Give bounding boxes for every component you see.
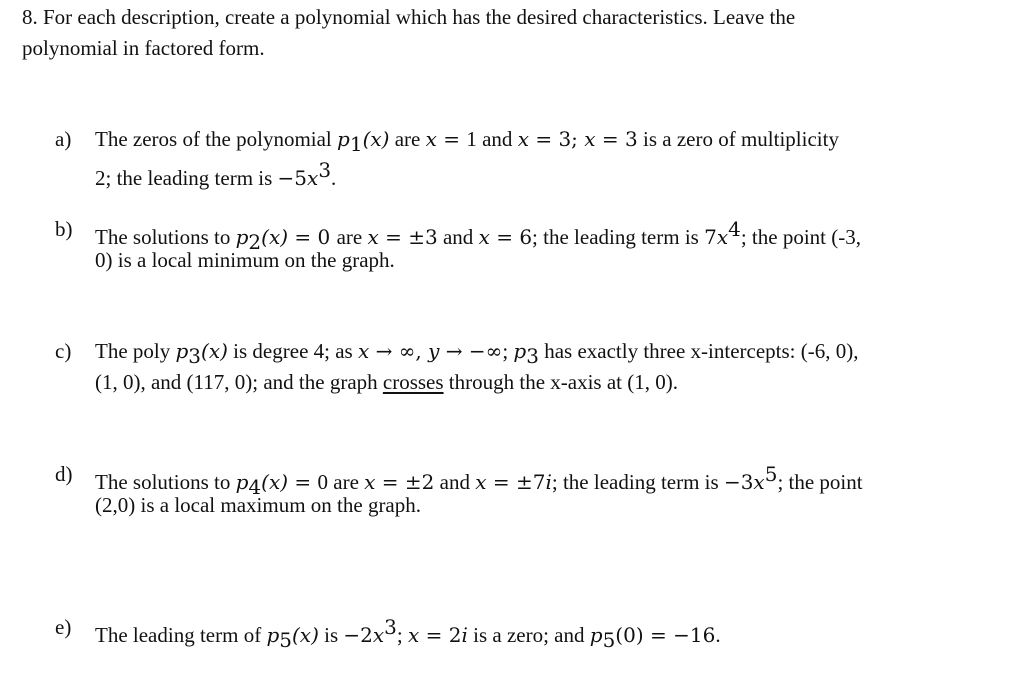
- item-e: [55, 612, 995, 653]
- item-text-line-1: The solutions to $p_4(x) = 0$ are x = ±2 and x = ±7i; the leading term is $-3x^5$; the point: [95, 462, 863, 500]
- item-text-line-1: The zeros of the polynomial $p_1(x)$ are x = 1 and x = 3; x = 3 is a zero of multiplicity: [95, 127, 839, 157]
- item-text-line-1: The poly $p_3(x)$ is degree 4; as x → ∞, y → −∞; $p_3$ has exactly three x-intercepts: (-6, 0),: [95, 339, 859, 369]
- item-text-line-1: The solutions to $p_2(x) = 0$ are x = ±3 and x = 6; the leading term is $7x^4$; the point (-3,: [95, 217, 861, 255]
- item-text-line-2: (1, 0), and (117, 0); and the graph crosses through the x-axis at (1, 0).: [95, 370, 678, 394]
- item-label: c): [55, 339, 72, 363]
- item-label: a): [55, 127, 72, 151]
- item-text-line-2: 2; the leading term is $-5x^3$.: [95, 158, 337, 190]
- item-text-line-2: (2,0) is a local maximum on the graph.: [95, 493, 422, 517]
- emphasis-underline: crosses: [382, 370, 444, 394]
- item-b: [55, 214, 995, 276]
- intro-line-2: polynomial in factored form.: [22, 36, 265, 60]
- item-label: e): [55, 615, 72, 639]
- intro-line-1: 8. For each description, create a polynomial which has the desired characteristics. Leave the: [22, 5, 796, 29]
- item-d: [55, 459, 995, 521]
- item-a: [55, 124, 995, 190]
- item-text-line-1: The leading term of $p_5(x)$ is $-2x^3$; x = 2i is a zero; and $p_5(0) = -16$.: [95, 615, 721, 653]
- item-label: d): [55, 462, 73, 486]
- problem-intro: [22, 2, 982, 64]
- item-c: [55, 336, 995, 398]
- item-text-line-2: 0) is a local minimum on the graph.: [95, 248, 395, 272]
- item-label: b): [55, 217, 73, 241]
